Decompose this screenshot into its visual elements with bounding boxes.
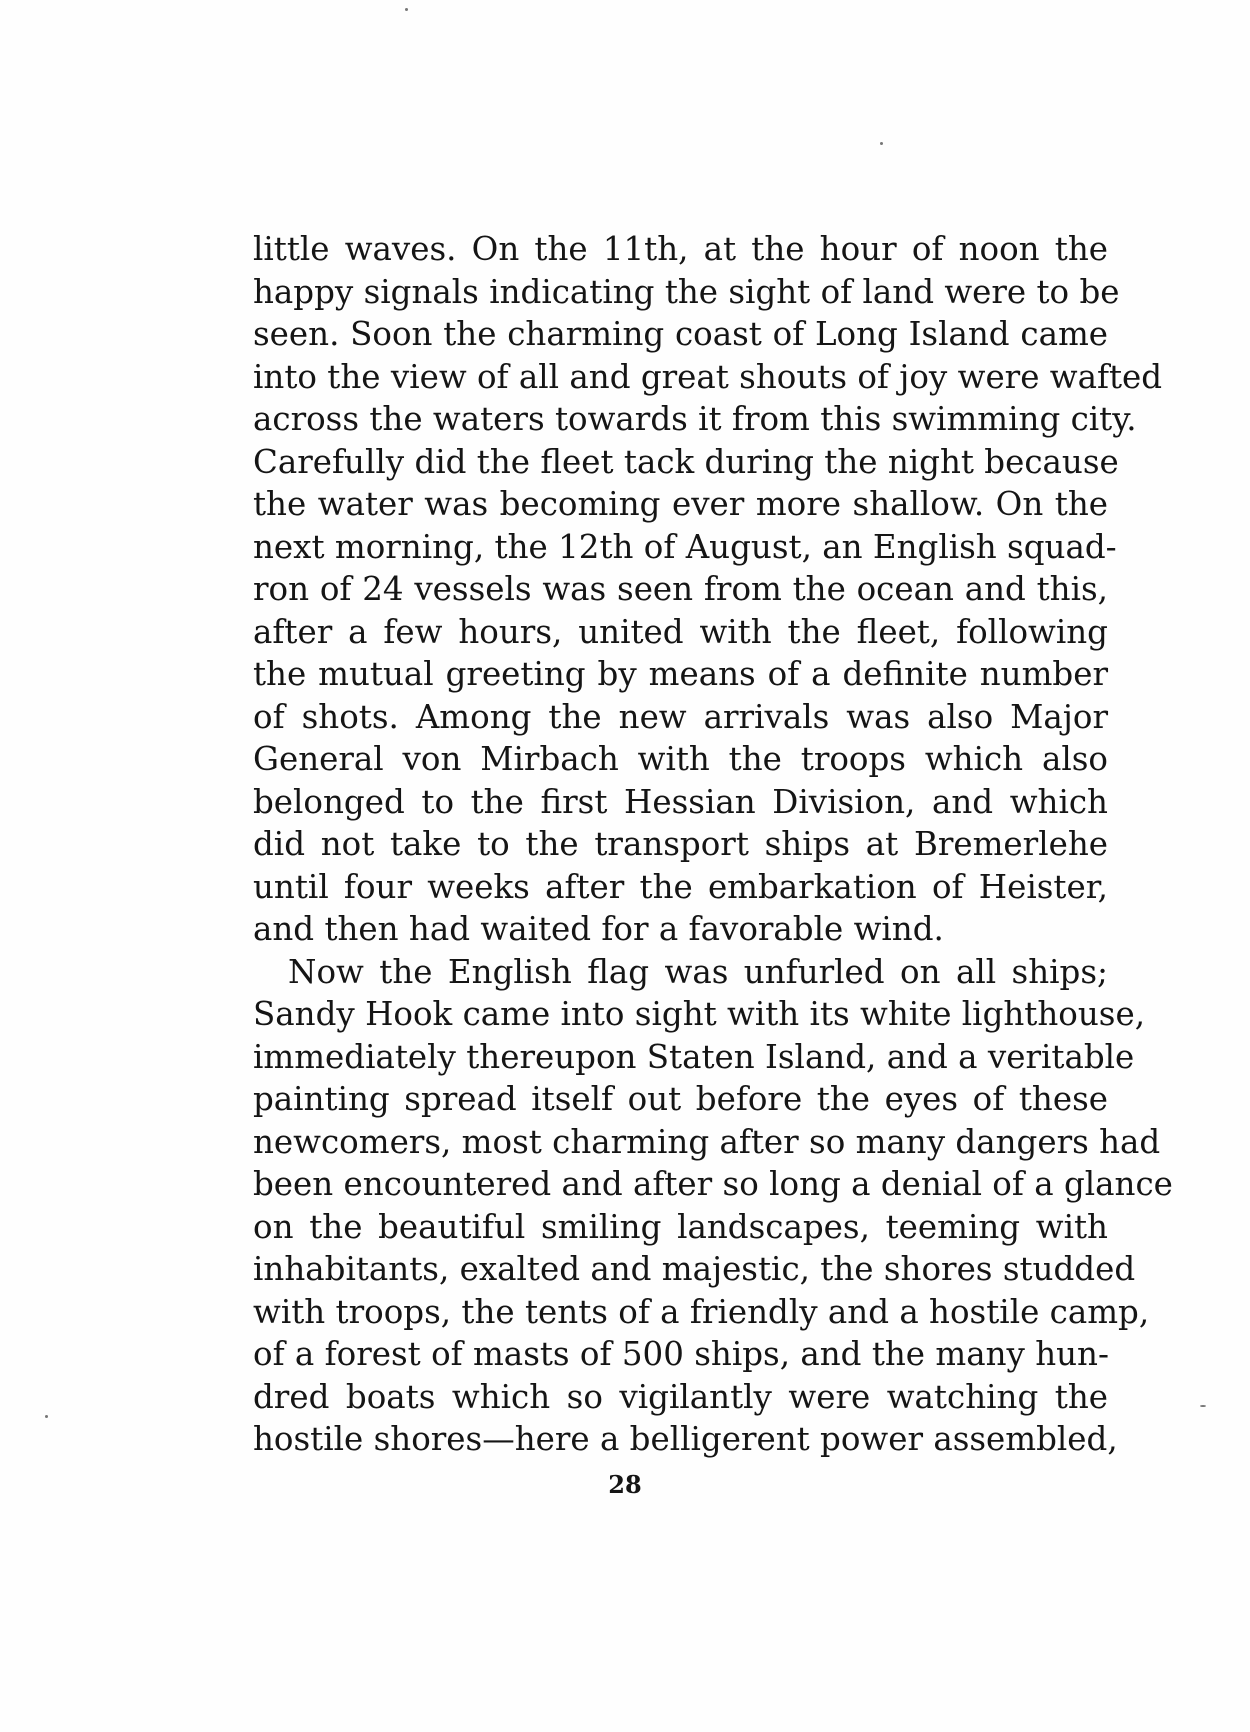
text-line: did not take to the transport ships at Bremerlehe bbox=[253, 825, 1108, 863]
text-line: on the beautiful smiling landscapes, teeming with bbox=[253, 1207, 1108, 1246]
text-line: painting spread itself out before the eyes of these bbox=[253, 1080, 1108, 1118]
text-line: little waves. On the 11th, at the hour of noon the bbox=[253, 230, 1108, 268]
scan-speck bbox=[45, 1415, 48, 1418]
scan-speck bbox=[880, 142, 883, 145]
text-line: hostile shores—here a belligerent power assembled, bbox=[253, 1420, 1118, 1458]
text-line: General von Mirbach with the troops which also bbox=[253, 740, 1108, 778]
text-line: dred boats which so vigilantly were watching the bbox=[253, 1377, 1108, 1416]
text-line: the water was becoming ever more shallow. On the bbox=[253, 485, 1108, 523]
text-line: Sandy Hook came into sight with its white lighthouse, bbox=[253, 995, 1146, 1033]
text-line: after a few hours, united with the fleet, following bbox=[253, 612, 1108, 651]
text-line: seen. Soon the charming coast of Long Island came bbox=[253, 315, 1108, 353]
page-number: 28 bbox=[608, 1470, 642, 1499]
text-line: across the waters towards it from this swimming city. bbox=[253, 400, 1137, 438]
body-text bbox=[253, 228, 1173, 1461]
text-line: Carefully did the fleet tack during the night because bbox=[253, 442, 1119, 481]
text-line: happy signals indicating the sight of land were to be bbox=[253, 272, 1120, 311]
text-line: into the view of all and great shouts of joy were wafted bbox=[253, 357, 1163, 396]
text-line: belonged to the first Hessian Division, and which bbox=[253, 782, 1108, 821]
text-line: been encountered and after so long a denial of a glance bbox=[253, 1165, 1173, 1203]
text-line: and then had waited for a favorable wind. bbox=[253, 910, 944, 948]
text-line: of a forest of masts of 500 ships, and the many hun- bbox=[253, 1335, 1109, 1373]
text-line: immediately thereupon Staten Island, and a veritable bbox=[253, 1037, 1135, 1076]
text-line: until four weeks after the embarkation of Heister, bbox=[253, 867, 1108, 906]
scan-speck bbox=[405, 8, 408, 11]
text-line: the mutual greeting by means of a definite number bbox=[253, 655, 1108, 693]
text-line: with troops, the tents of a friendly and a hostile camp, bbox=[253, 1292, 1150, 1331]
text-line: of shots. Among the new arrivals was also Major bbox=[253, 697, 1108, 736]
text-line: Now the English flag was unfurled on all ships; bbox=[288, 952, 1108, 991]
text-line: ron of 24 vessels was seen from the ocean and this, bbox=[253, 570, 1108, 608]
text-line: newcomers, most charming after so many dangers had bbox=[253, 1122, 1161, 1161]
text-line: next morning, the 12th of August, an English squad- bbox=[253, 527, 1117, 566]
text-line: inhabitants, exalted and majestic, the shores studded bbox=[253, 1250, 1136, 1288]
scan-speck bbox=[1200, 1405, 1206, 1407]
